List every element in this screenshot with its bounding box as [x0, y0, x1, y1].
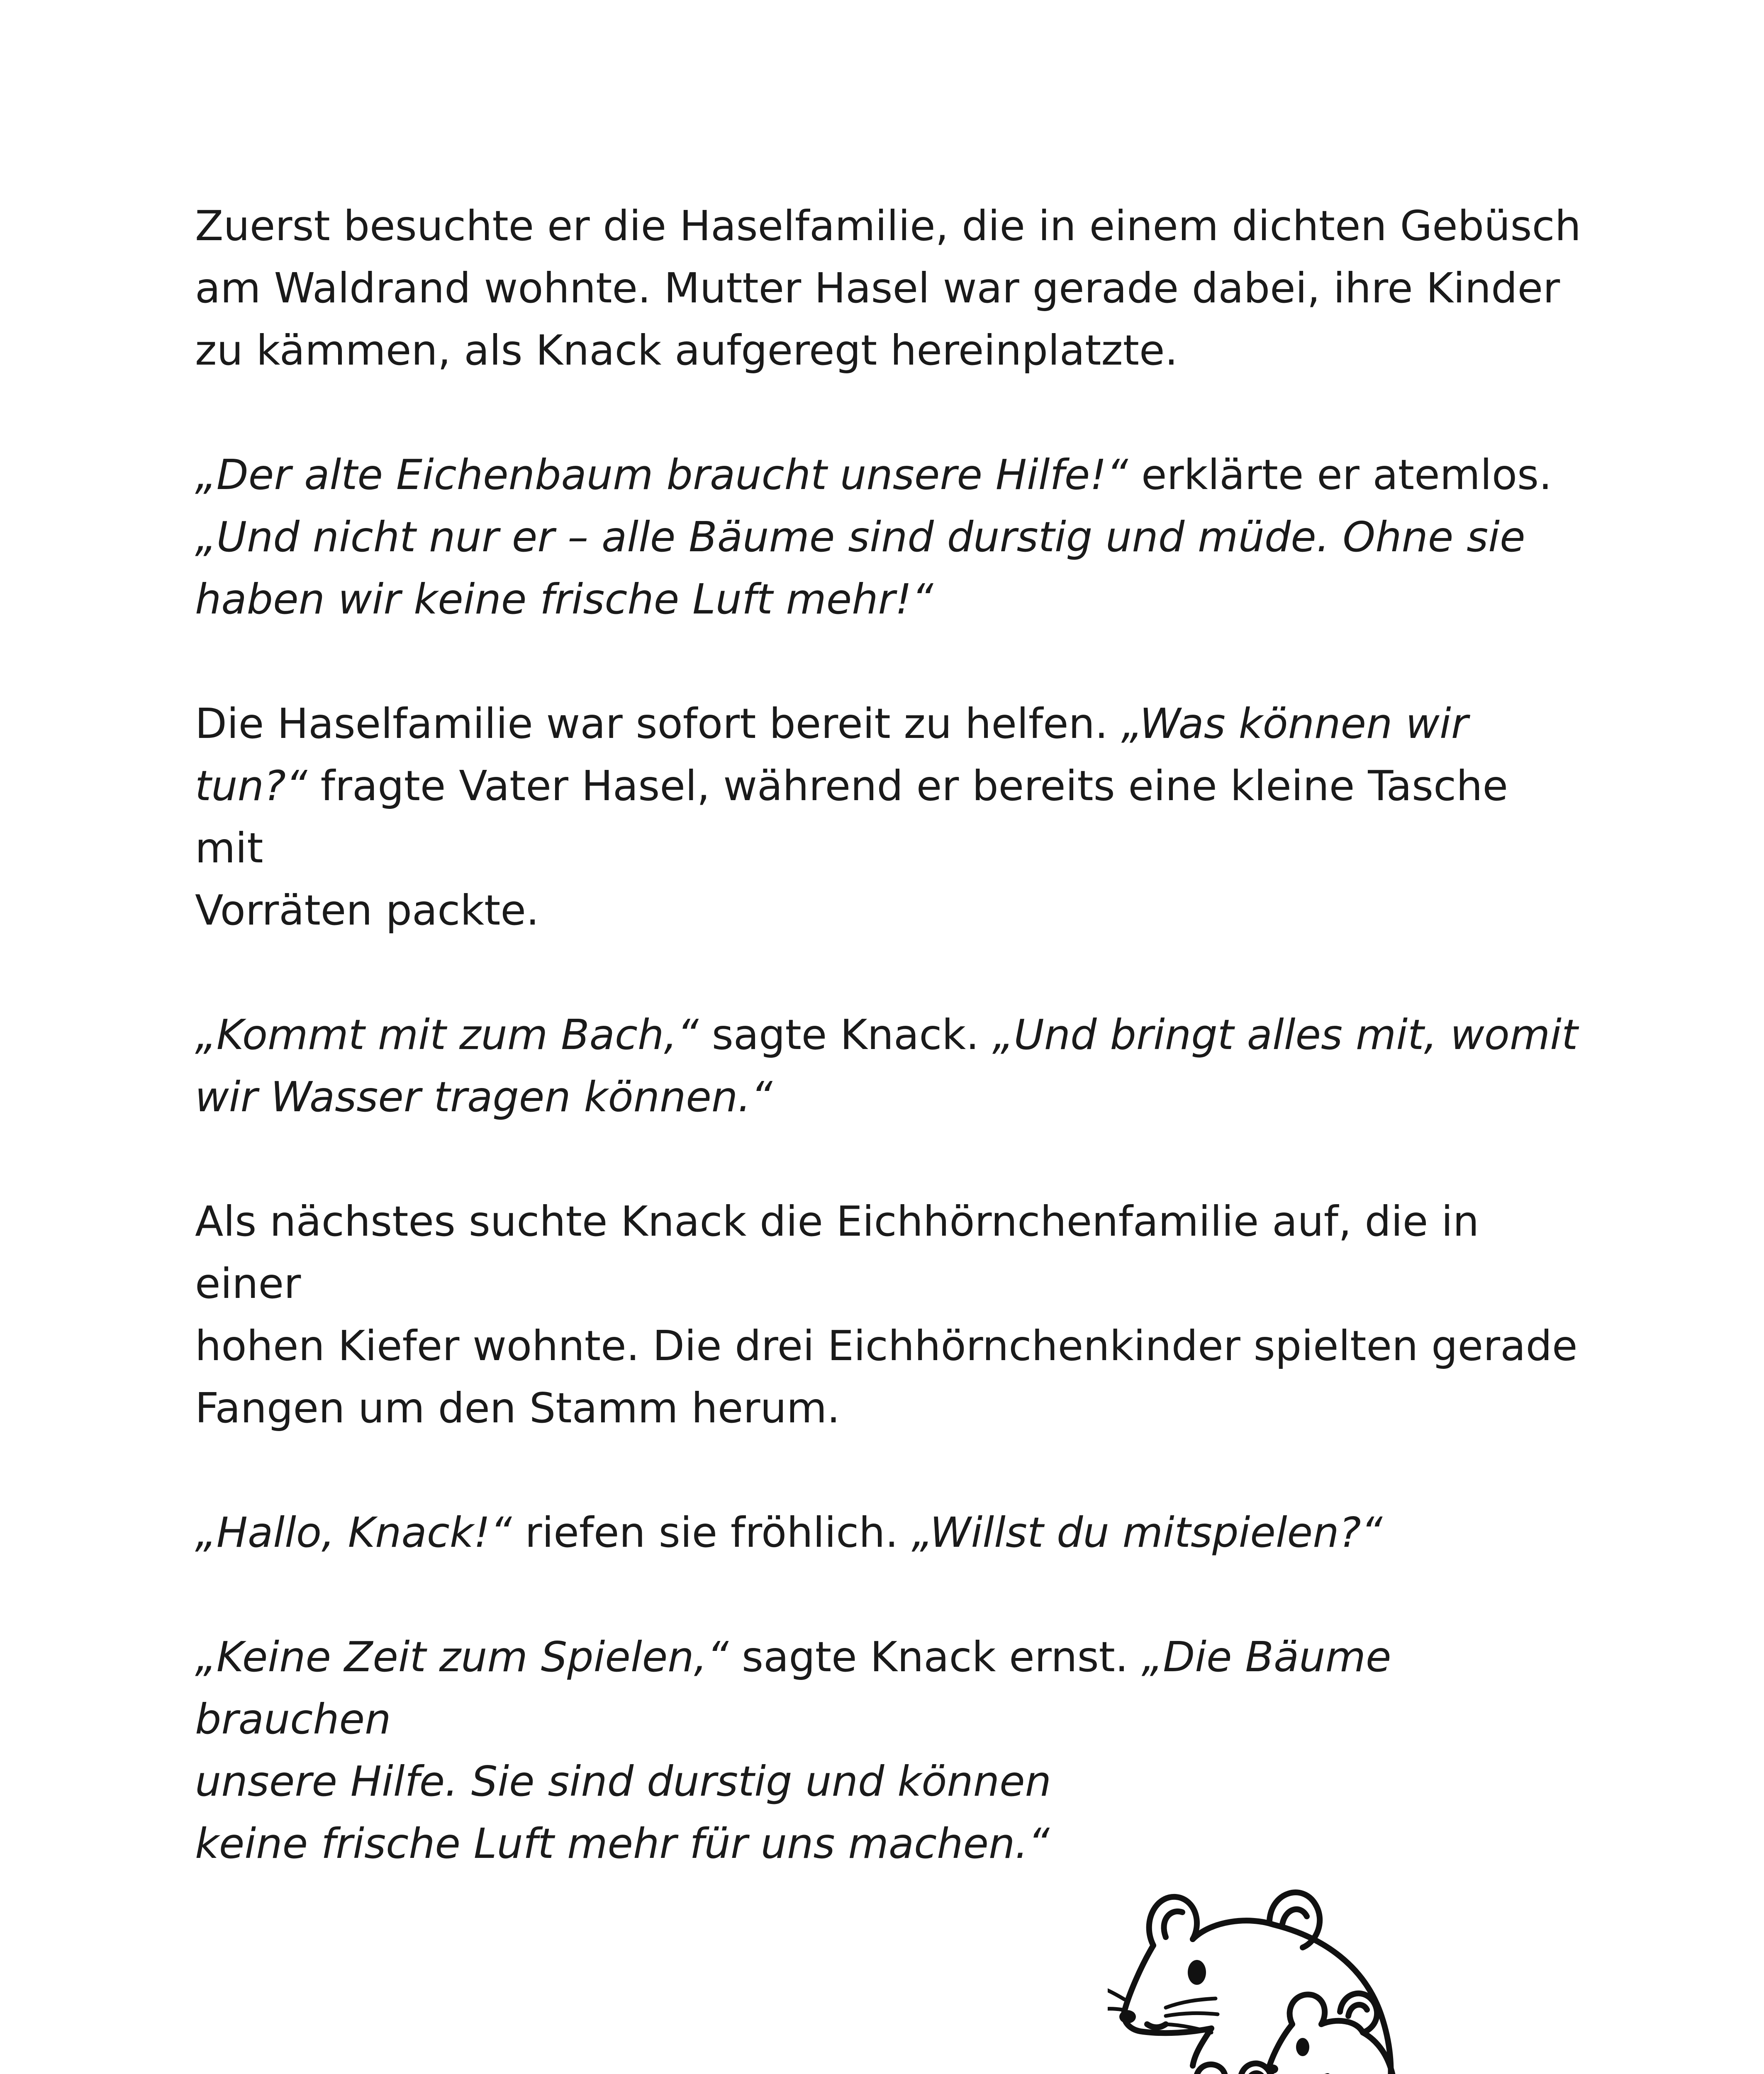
dialogue-segment: „Keine Zeit zum Spielen,“ [195, 1633, 729, 1681]
baby1-ear-left [1290, 1994, 1325, 2024]
baby2-ear-left [1196, 2064, 1226, 2074]
paragraph-segment: Zuerst besuchte er die Haselfamilie, die in einem dichten Gebüsch am Waldrand wohnte. Mutter Hasel war gerade dabei, ihre Kinder zu kämmen, als Knack aufgeregt hereinplatzte. [195, 202, 1581, 375]
story-paragraph-6 [195, 1502, 1589, 1564]
mother-mouth [1147, 2024, 1166, 2028]
dialogue-segment: „Was können wir tun?“ [195, 699, 1468, 810]
story-text [195, 195, 1589, 1875]
paragraph-segment: sagte Knack. [698, 1010, 992, 1059]
mother-eye [1188, 1960, 1206, 1985]
mother-nose [1119, 2010, 1136, 2023]
mother-body [1193, 1921, 1391, 2074]
story-paragraph-5 [195, 1190, 1589, 1439]
story-paragraph-3 [195, 693, 1589, 942]
paragraph-segment: Als nächstes suchte Knack die Eichhörnchenfamilie auf, die in einer hohen Kiefer wohnte. Die drei Eichhörnchenkinder spielten gerade Fangen um den Stamm herum. [195, 1197, 1578, 1432]
dialogue-segment: „Willst du mitspielen?“ [911, 1508, 1383, 1557]
dialogue-segment: „Kommt mit zum Bach,“ [195, 1010, 699, 1059]
paragraph-segment: fragte Vater Hasel, während er bereits eine kleine Tasche mit Vorräten packte. [195, 762, 1508, 935]
dialogue-segment: „Hallo, Knack!“ [195, 1508, 512, 1557]
baby1-ear-inner [1348, 2005, 1367, 2016]
story-paragraph-2 [195, 444, 1589, 630]
dialogue-segment: „Und bringt alles mit, womit wir Wasser tragen können.“ [195, 1010, 1578, 1121]
story-paragraph-7 [195, 1626, 1589, 1875]
whisker [1166, 1999, 1216, 2008]
baby1-eye [1296, 2038, 1309, 2056]
dialogue-segment: „Der alte Eichenbaum braucht unsere Hilfe!“ [195, 450, 1128, 499]
dialogue-segment: „Die Bäume brauchen unsere Hilfe. Sie sind durstig und können keine frische Luft mehr für uns machen.“ [195, 1633, 1391, 1868]
whisker [1166, 2013, 1218, 2016]
paragraph-segment: erklärte er atemlos. [1141, 450, 1552, 499]
story-paragraph-4 [195, 1004, 1589, 1128]
paragraph-segment: sagte Knack ernst. [729, 1633, 1142, 1681]
mouse-family-icon [1108, 1858, 1502, 2074]
mother-ear-right-inner [1282, 1909, 1307, 1927]
paragraph-segment: Die Haselfamilie war sofort bereit zu helfen. [195, 699, 1121, 748]
dialogue-segment: „Und nicht nur er – alle Bäume sind durstig und müde. Ohne sie haben wir keine frische Luft mehr!“ [195, 513, 1525, 623]
paragraph-segment: riefen sie fröhlich. [512, 1508, 912, 1557]
whisker [1108, 1989, 1124, 1999]
mother-ear-left [1149, 1897, 1197, 1945]
whisker [1108, 2009, 1122, 2010]
mother-face [1124, 1945, 1211, 2033]
story-paragraph-1 [195, 195, 1589, 382]
mother-ear-left-inner [1164, 1911, 1182, 1937]
